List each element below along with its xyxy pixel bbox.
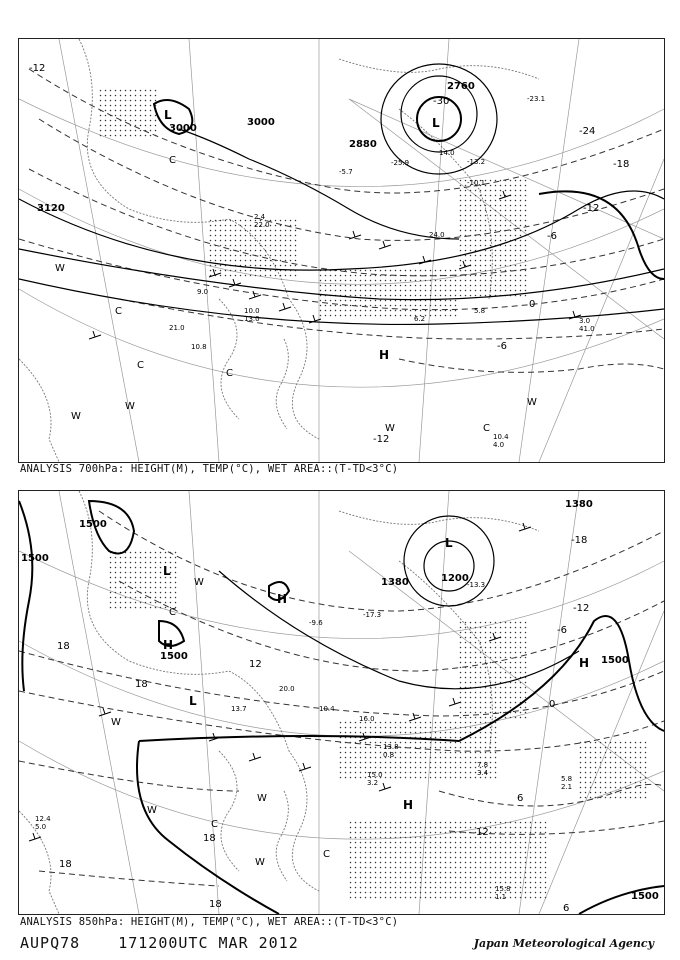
map-850hpa-canvas <box>19 491 664 914</box>
agency-credit: Japan Meteorological Agency <box>473 937 654 950</box>
station-value: 5.0 <box>35 823 47 831</box>
cold-marker: C <box>226 368 233 379</box>
cold-marker: C <box>137 360 144 371</box>
warm-marker: W <box>385 423 395 434</box>
high-center: H <box>163 638 174 652</box>
temp-label: 18 <box>209 899 222 910</box>
map-850hpa <box>18 490 665 915</box>
station-value: 41.0 <box>579 325 595 333</box>
station-value: 4.0 <box>493 441 505 449</box>
height-label: 1380 <box>565 499 593 510</box>
station-value: 15.0 <box>367 771 383 779</box>
warm-marker: W <box>55 263 65 274</box>
station-value: 10.4 <box>319 705 335 713</box>
station-value: 1.1 <box>495 893 507 901</box>
warm-marker: W <box>257 793 267 804</box>
height-label: 1500 <box>631 891 659 902</box>
station-value: 10.8 <box>191 343 207 351</box>
height-label: 3000 <box>247 117 275 128</box>
station-value: -25.9 <box>391 159 410 167</box>
height-label: 2880 <box>349 139 377 150</box>
height-label: 2760 <box>447 81 475 92</box>
station-value: -9.6 <box>309 619 323 627</box>
air-markers-850 <box>111 577 330 868</box>
temp-label: -6 <box>547 231 557 242</box>
temp-label: -18 <box>613 159 630 170</box>
cold-marker: C <box>323 849 330 860</box>
station-value: -17.3 <box>363 611 382 619</box>
temp-label: -18 <box>571 535 588 546</box>
temp-label: 12 <box>476 827 489 838</box>
station-value: 14.0 <box>439 149 455 157</box>
chart-id-line <box>20 934 327 952</box>
warm-marker: W <box>71 411 81 422</box>
station-value: 2.1 <box>561 783 573 791</box>
station-value: 20.0 <box>279 685 295 693</box>
height-label: 3120 <box>37 203 65 214</box>
low-center: L <box>432 116 440 130</box>
station-value: 7.8 <box>477 761 489 769</box>
wet-area-850 <box>109 551 649 901</box>
station-value: -10.1 <box>467 179 486 187</box>
height-label: 1500 <box>601 655 629 666</box>
temp-label: -24 <box>579 126 596 137</box>
warm-marker: W <box>194 577 204 588</box>
station-value: 9.0 <box>197 288 209 296</box>
caption-700hpa: ANALYSIS 700hPa: HEIGHT(M), TEMP(°C), WET AREA::(T-TD<3°C) <box>20 463 399 475</box>
low-center: L <box>163 564 171 578</box>
temp-label: 18 <box>135 679 148 690</box>
chart-datetime: 171200UTC MAR 2012 <box>118 934 299 952</box>
cold-marker: C <box>211 819 218 830</box>
high-center: H <box>579 656 590 670</box>
warm-marker: W <box>125 401 135 412</box>
height-label: 3000 <box>169 123 197 134</box>
station-value: 5.8 <box>474 307 486 315</box>
temp-label: 18 <box>57 641 70 652</box>
warm-marker: W <box>527 397 537 408</box>
temp-label: 12 <box>249 659 262 670</box>
temp-label: -12 <box>573 603 590 614</box>
chart-code: AUPQ78 <box>20 934 81 952</box>
height-label: 1500 <box>79 519 107 530</box>
station-value: 13.8 <box>383 743 399 751</box>
station-value: 3.4 <box>477 769 489 777</box>
station-value: 13.7 <box>231 705 247 713</box>
low-center: L <box>164 108 172 122</box>
high-center: H <box>403 798 414 812</box>
temp-label: 0 <box>529 299 536 310</box>
station-value: 22.0 <box>254 221 270 229</box>
temp-label: -12 <box>583 203 600 214</box>
cold-marker: C <box>169 155 176 166</box>
low-center: L <box>445 536 453 550</box>
height-label: 1500 <box>21 553 49 564</box>
temp-label: 0 <box>549 699 556 710</box>
map-700hpa <box>18 38 665 463</box>
temp-label: 18 <box>203 833 216 844</box>
high-center: H <box>379 348 390 362</box>
station-value: 15.8 <box>495 885 511 893</box>
station-value: 10.4 <box>493 433 509 441</box>
temp-label: -12 <box>373 434 390 445</box>
station-value: 3.2 <box>367 779 379 787</box>
warm-marker: W <box>111 717 121 728</box>
station-value: -13.2 <box>467 158 486 166</box>
height-label: 1380 <box>381 577 409 588</box>
warm-marker: W <box>255 857 265 868</box>
map-700hpa-canvas <box>19 39 664 462</box>
temp-label: 18 <box>59 859 72 870</box>
station-value: 12.4 <box>35 815 51 823</box>
cold-marker: C <box>483 423 490 434</box>
height-label: 1500 <box>160 651 188 662</box>
station-value: 5.8 <box>561 775 573 783</box>
wind-barbs-850 <box>29 523 531 841</box>
station-value: 24.0 <box>429 231 445 239</box>
cold-marker: C <box>169 607 176 618</box>
station-value: 6.2 <box>414 315 426 323</box>
low-center: L <box>189 694 197 708</box>
temp-label: -6 <box>557 625 567 636</box>
temp-label: 6 <box>563 903 570 914</box>
station-value: 16.0 <box>359 715 375 723</box>
station-value: 10.0 <box>244 307 260 315</box>
station-value: -5.7 <box>339 168 353 176</box>
temp-label: -6 <box>497 341 507 352</box>
temp-label: -12 <box>29 63 46 74</box>
station-value: 21.0 <box>169 324 185 332</box>
station-value: 3.0 <box>579 317 591 325</box>
high-center: H <box>277 592 288 606</box>
warm-marker: W <box>147 805 157 816</box>
station-value: -13.3 <box>467 581 486 589</box>
height-label: 1200 <box>441 573 469 584</box>
station-value: 2.4 <box>254 213 266 221</box>
temp-label: 6 <box>517 793 524 804</box>
temp-label: -30 <box>433 96 450 107</box>
caption-850hpa: ANALYSIS 850hPa: HEIGHT(M), TEMP(°C), WET AREA::(T-TD<3°C) <box>20 916 399 928</box>
cold-marker: C <box>115 306 122 317</box>
station-value: -23.1 <box>527 95 546 103</box>
station-value: 0.8 <box>383 751 395 759</box>
station-value: 13.0 <box>244 315 260 323</box>
